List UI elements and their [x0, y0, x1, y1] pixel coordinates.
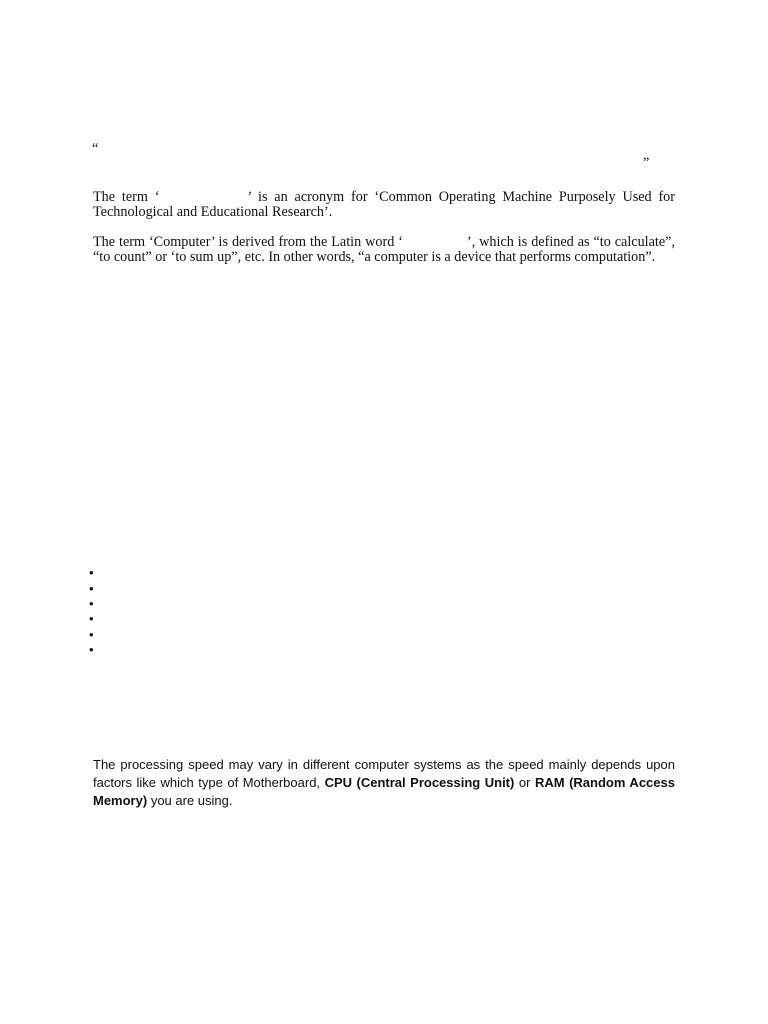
acronym-line-2: Technological and Educational Research’.: [93, 204, 333, 220]
latin-line-2: “to count” or ‘to sum up”, etc. In other words, “a computer is a device that performs computation”.: [93, 249, 656, 265]
acronym-line-1-suffix: ’ is an acronym for ‘Common Operating Machine Purposely Used for: [247, 189, 676, 205]
processing-speed-paragraph: [93, 756, 675, 810]
acronym-line-1-prefix: The term ‘: [93, 189, 160, 205]
bullet-item: •: [89, 642, 94, 657]
bullet-item: •: [89, 611, 94, 626]
speed-line-2-prefix: factors like which type of Motherboard,: [93, 775, 321, 790]
speed-line-2-or: or: [518, 775, 531, 790]
closing-quote-mark: ”: [643, 155, 650, 171]
speed-line-1: The processing speed may vary in different computer systems as the speed mainly depends upon: [93, 757, 675, 772]
latin-line-1: [93, 235, 675, 250]
latin-origin-paragraph: [93, 235, 675, 265]
bullet-item: •: [89, 627, 94, 642]
acronym-paragraph: [93, 190, 675, 220]
speed-line-3: [93, 792, 675, 810]
cpu-term: CPU (Central Processing Unit): [324, 775, 515, 790]
bullet-item: •: [89, 565, 94, 580]
ram-term-continued: Memory): [93, 793, 148, 808]
bullet-item: •: [89, 596, 94, 611]
latin-line-1-suffix: ’, which is defined as “to calculate”,: [466, 234, 675, 250]
latin-line-1-prefix: The term ‘Computer’ is derived from the Latin word ‘: [93, 234, 403, 250]
speed-line-3-suffix: you are using.: [150, 793, 233, 808]
acronym-line-1: [93, 190, 675, 205]
ram-term: RAM (Random Access: [534, 775, 675, 790]
speed-line-2: [93, 774, 675, 792]
bullet-item: •: [89, 581, 94, 596]
opening-quote-mark: “: [92, 141, 99, 157]
